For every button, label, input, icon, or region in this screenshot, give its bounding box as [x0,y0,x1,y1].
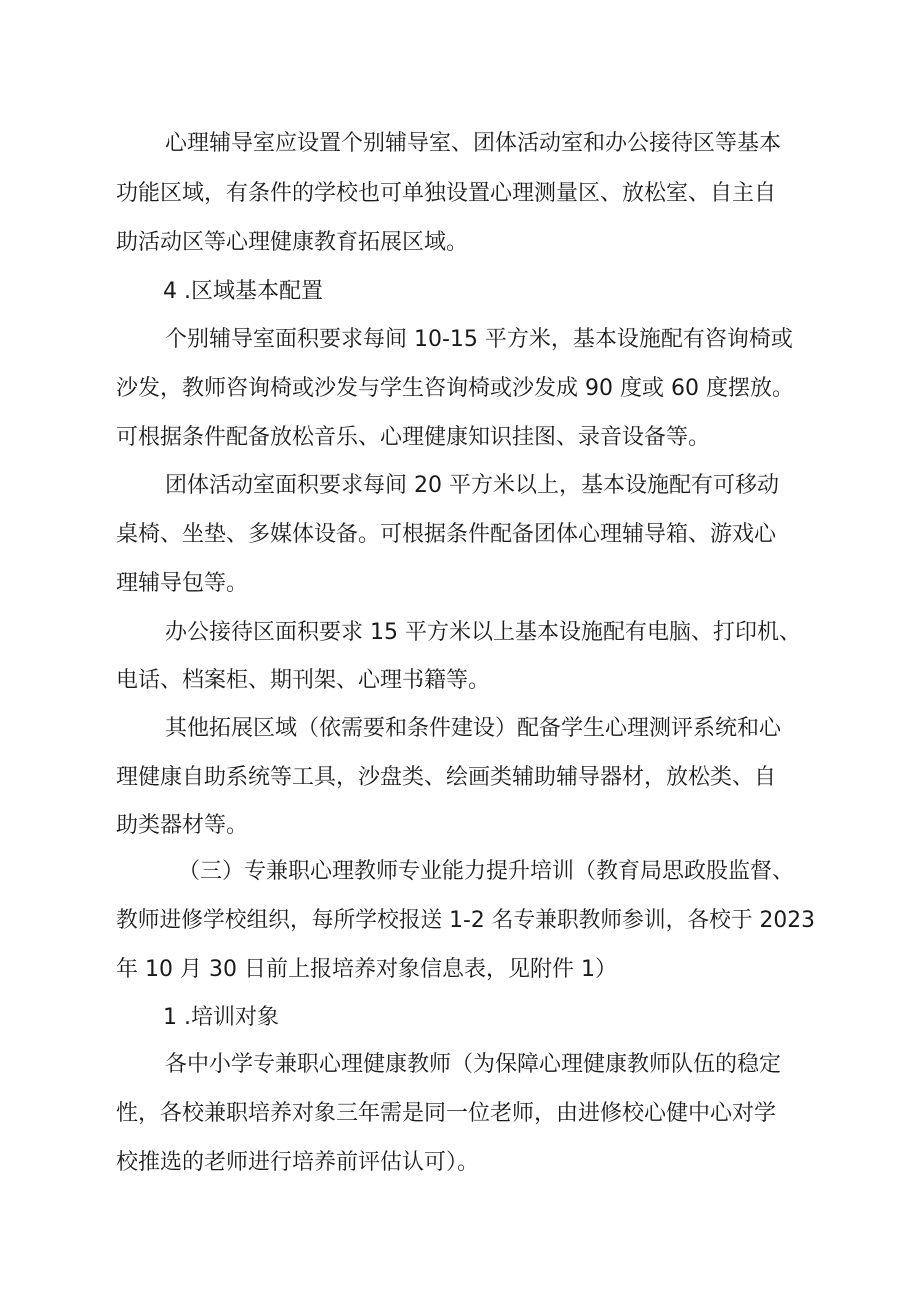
text-line: 各中小学专兼职心理健康教师（为保障心理健康教师队伍的稳定 [165,1052,782,1077]
text-line: 可根据条件配备放松音乐、心理健康知识挂图、录音设备等。 [116,425,711,450]
text-line: 沙发，教师咨询椅或沙发与学生咨询椅或沙发成 90 度或 60 度摆放。 [116,376,794,401]
text-line: 教师进修学校组织，每所学校报送 1-2 名专兼职教师参训，各校于 2023 [116,908,815,933]
text-line: 助活动区等心理健康教育拓展区域。 [116,230,469,255]
text-line: 性，各校兼职培养对象三年需是同一位老师，由进修校心健中心对学 [116,1101,777,1126]
text-line: 其他拓展区域（依需要和条件建设）配备学生心理测评系统和心 [165,716,782,741]
text-line: 个别辅导室面积要求每间 10-15 平方米，基本设施配有咨询椅或 [165,327,793,352]
text-line: 校推选的老师进行培养前评估认可）。 [116,1150,480,1175]
text-line: （三）专兼职心理教师专业能力提升培训（教育局思政股监督、 [178,859,795,884]
text-line: 桌椅、坐垫、多媒体设备。可根据条件配备团体心理辅导箱、游戏心 [116,522,777,547]
text-line: 年 10 月 30 日前上报培养对象信息表，见附件 1） [116,957,617,982]
text-line: 理健康自助系统等工具，沙盘类、绘画类辅助辅导器材，放松类、自 [116,765,777,790]
text-line: 助类器材等。 [116,813,249,838]
section-heading: 1 .培训对象 [163,1005,279,1030]
text-line: 心理辅导室应设置个别辅导室、团体活动室和办公接待区等基本 [165,131,782,156]
text-line: 团体活动室面积要求每间 20 平方米以上，基本设施配有可移动 [165,473,779,498]
section-heading: 4 .区域基本配置 [163,279,323,304]
text-line: 办公接待区面积要求 15 平方米以上基本设施配有电脑、打印机、 [165,620,801,645]
text-line: 电话、档案柜、期刊架、心理书籍等。 [116,668,491,693]
text-line: 功能区域，有条件的学校也可单独设置心理测量区、放松室、自主自 [116,181,777,206]
text-line: 理辅导包等。 [116,571,249,596]
